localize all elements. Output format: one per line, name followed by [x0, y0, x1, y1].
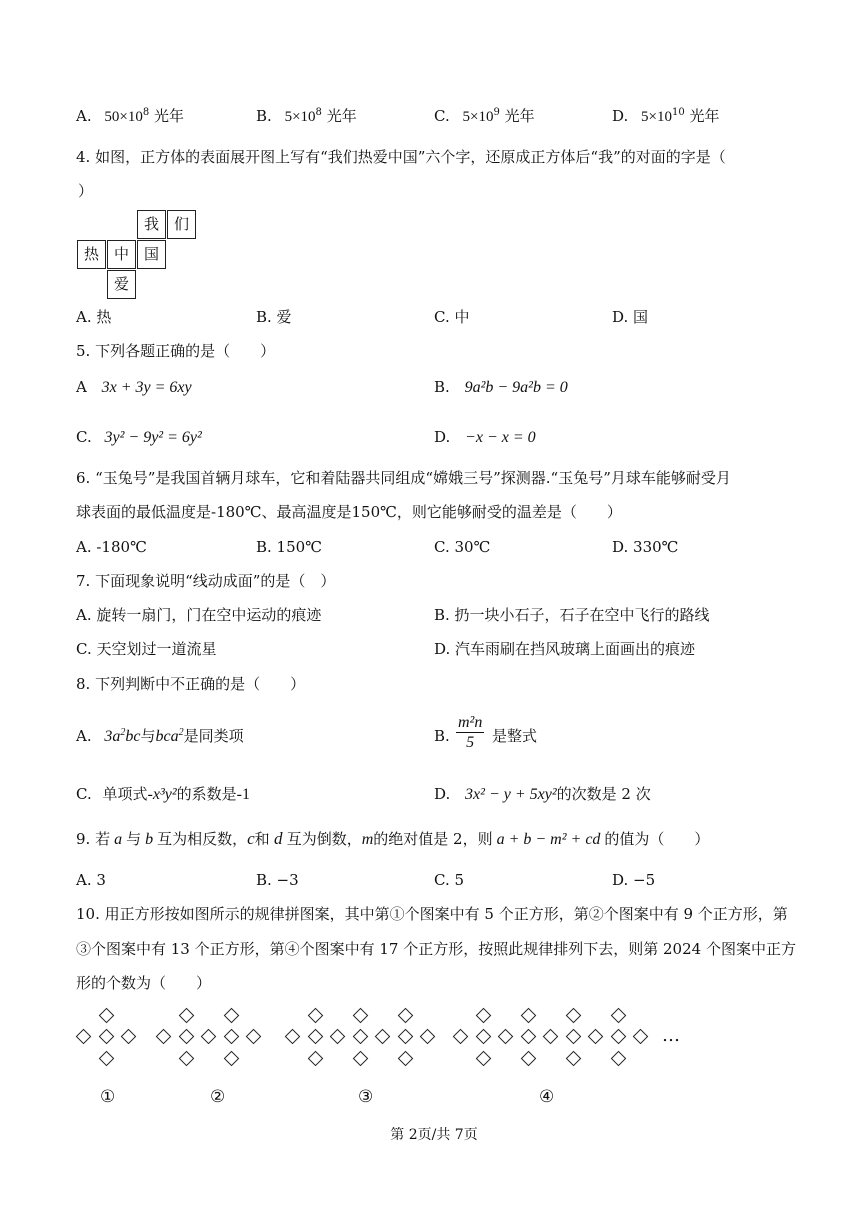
q8-option-a — [76, 726, 244, 747]
q6-option-b: B. 150℃ — [256, 538, 322, 556]
stem-text: 互为相反数， — [157, 830, 248, 848]
square-shape — [420, 1029, 436, 1045]
q10-line3: 形的个数为（ ） — [76, 974, 212, 992]
square-shape — [475, 1029, 491, 1045]
q5-option-b — [434, 377, 568, 398]
option-letter: B. — [434, 727, 450, 745]
option-letter: D. — [434, 785, 451, 803]
square-shape — [307, 1008, 323, 1024]
math-value: -1 — [236, 786, 250, 803]
times: ×10 — [648, 109, 673, 125]
square-shape — [178, 1051, 194, 1067]
q5-option-c — [76, 427, 202, 448]
q3-option-c — [434, 106, 535, 127]
q8-option-b — [434, 726, 450, 746]
square-shape — [223, 1008, 239, 1024]
math-expression: a + b − m² + cd — [496, 831, 601, 848]
square-shape — [178, 1029, 194, 1045]
page-footer: 第 2页/共 7页 — [390, 1127, 478, 1143]
q9-option-c: C. 5 — [434, 871, 465, 889]
q7-option-b: B. 扔一块小石子，石子在空中飞行的路线 — [434, 606, 710, 624]
option-letter: D. — [434, 428, 451, 446]
math-expression: -x³y² — [147, 786, 177, 803]
unit: 光年 — [504, 107, 535, 125]
coef: 5 — [284, 109, 293, 125]
square-shape — [565, 1051, 581, 1067]
q10-line1: 10. 用正方形按如图所示的规律拼图案，其中第①个图案中有 5 个正方形，第②个图案中有 9 个正方形，第 — [76, 905, 788, 923]
q4-stem-line1: 4. 如图，正方体的表面展开图上写有“我们热爱中国”六个字，还原成正方体后“我”的对面的字是（ — [76, 148, 726, 166]
net-cell-ai: 爱 — [107, 270, 136, 299]
option-letter: C. — [434, 107, 450, 125]
pattern-label-4: ④ — [539, 1087, 555, 1107]
math-expression: 9a²b − 9a²b = 0 — [464, 379, 568, 396]
times: ×10 — [119, 109, 143, 125]
net-cell-re: 热 — [77, 240, 106, 269]
stem-text: 和 — [254, 830, 270, 848]
square-shape — [610, 1051, 626, 1067]
net-cell-men: 们 — [167, 210, 196, 239]
square-shape — [633, 1029, 649, 1045]
square-shape — [178, 1008, 194, 1024]
square-shape — [375, 1029, 391, 1045]
exponent: 8 — [142, 107, 150, 118]
square-shape — [610, 1029, 626, 1045]
square-shape — [610, 1008, 626, 1024]
option-letter: B. — [434, 378, 450, 396]
square-shape — [397, 1029, 413, 1045]
square-shape — [352, 1029, 368, 1045]
math-var: b — [141, 831, 158, 848]
coef: 5 — [462, 109, 470, 125]
math-var: d — [269, 829, 287, 848]
option-text: 单项式 — [102, 785, 148, 803]
q3-option-b — [256, 106, 357, 127]
fraction-denominator: 5 — [466, 734, 475, 751]
times: ×10 — [292, 109, 316, 125]
pattern-label-1: ① — [100, 1087, 116, 1107]
fraction — [456, 714, 484, 753]
math-expression: 3y² − 9y² = 6y² — [104, 429, 202, 446]
square-shape — [565, 1008, 581, 1024]
option-letter: C. — [76, 785, 92, 803]
net-cell-guo: 国 — [137, 240, 166, 269]
square-shape — [352, 1051, 368, 1067]
exponent: 9 — [493, 107, 500, 118]
stem-text: 的值为（ ） — [604, 830, 710, 848]
square-shape — [307, 1051, 323, 1067]
square-shape — [397, 1008, 413, 1024]
math-expression: 3x + 3y = 6xy — [101, 379, 192, 396]
exponent: 10 — [672, 107, 685, 118]
math-expression: 3x² − y + 5xy² — [465, 786, 557, 803]
square-shape — [307, 1029, 323, 1045]
q7-option-c: C. 天空划过一道流星 — [76, 640, 217, 658]
q7-stem: 7. 下面现象说明“线动成面”的是（ ） — [76, 572, 336, 590]
math-expression: −x − x = 0 — [465, 429, 536, 446]
math-expression: bca$^2$ — [155, 727, 184, 745]
q3-option-d — [612, 106, 720, 127]
q9-option-b: B. −3 — [256, 871, 299, 889]
q10-line2: ③个图案中有 13 个正方形，第④个图案中有 17 个正方形，按照此规律排列下去，则第 2024 个图案中正方 — [76, 940, 796, 958]
option-text: 的系数是 — [176, 785, 237, 803]
square-shape — [223, 1051, 239, 1067]
option-letter: B. — [256, 107, 272, 125]
unit: 光年 — [154, 107, 185, 125]
fraction-numerator: m²n — [458, 714, 483, 731]
q8-option-d — [434, 784, 651, 805]
square-shape — [98, 1051, 114, 1067]
stem-text: 与 — [126, 830, 142, 848]
q7-option-d: D. 汽车雨刷在挡风玻璃上面画出的痕迹 — [434, 640, 696, 658]
q6-option-d: D. 330℃ — [612, 538, 679, 556]
square-shape — [475, 1008, 491, 1024]
option-text: 是同类项 — [183, 727, 244, 745]
pattern-label-2: ② — [210, 1087, 226, 1107]
pattern-label-3: ③ — [358, 1087, 374, 1107]
q5-option-d — [434, 427, 536, 448]
square-shape — [543, 1029, 559, 1045]
times: ×10 — [470, 109, 494, 125]
square-shape — [201, 1029, 217, 1045]
q5-option-a — [76, 377, 192, 398]
q6-line1: 6. “玉兔号”是我国首辆月球车，它和着陆器共同组成“嫦娥三号”探测器.“玉兔号”月球车能够耐受月 — [76, 469, 731, 487]
stem-text: 的绝对值是 2，则 — [373, 830, 493, 848]
q6-option-a: A. -180℃ — [76, 538, 147, 556]
math-var: c — [247, 829, 255, 848]
stem-text: 互为倒数， — [286, 830, 362, 848]
square-shape — [121, 1029, 137, 1045]
coef: 5 — [641, 109, 649, 125]
q8-option-b-text: 是整式 — [492, 727, 538, 745]
q8-stem: 8. 下列判断中不正确的是（ ） — [76, 675, 306, 693]
square-shape — [520, 1051, 536, 1067]
square-shape — [588, 1029, 604, 1045]
math-var: a — [110, 831, 127, 848]
q9-option-d: D. −5 — [612, 871, 656, 889]
square-shape — [285, 1029, 301, 1045]
square-shape — [520, 1008, 536, 1024]
q9-stem — [76, 829, 709, 850]
square-shape — [98, 1008, 114, 1024]
q6-option-c: C. 30℃ — [434, 538, 491, 556]
net-cell-zhong: 中 — [107, 240, 136, 269]
connector-text: 与 — [140, 727, 156, 745]
q8-option-c — [76, 784, 250, 805]
exponent: 8 — [315, 107, 322, 118]
math-expression: $3a^2bc$ — [104, 727, 141, 745]
q9-option-a: A. 3 — [76, 871, 106, 889]
option-letter: D. — [612, 107, 629, 125]
q7-option-a: A. 旋转一扇门，门在空中运动的痕迹 — [76, 606, 322, 624]
option-letter: A. — [76, 727, 92, 745]
q5-stem: 5. 下列各题正确的是（ ） — [76, 342, 276, 360]
square-shape — [76, 1029, 92, 1045]
option-letter: A — [76, 378, 87, 396]
q6-line2: 球表面的最低温度是-180℃、最高温度是150℃，则它能够耐受的温差是（ ） — [76, 503, 622, 521]
unit: 光年 — [326, 107, 357, 125]
q4-option-d: D. 国 — [612, 308, 649, 326]
q4-option-a: A. 热 — [76, 308, 112, 326]
coef: 50 — [104, 109, 120, 125]
unit: 光年 — [689, 107, 720, 125]
square-shape — [520, 1029, 536, 1045]
square-shape — [156, 1029, 172, 1045]
stem-text: 9. 若 — [76, 830, 111, 848]
math-var: m — [361, 831, 374, 848]
q3-option-a — [76, 106, 184, 127]
square-shape — [453, 1029, 469, 1045]
square-shape — [98, 1029, 114, 1045]
q4-option-b: B. 爱 — [256, 308, 292, 326]
q4-option-c: C. 中 — [434, 308, 470, 326]
square-shape — [498, 1029, 514, 1045]
option-letter: A. — [76, 107, 92, 125]
net-cell-wo: 我 — [137, 210, 166, 239]
square-shape — [397, 1051, 413, 1067]
pattern-ellipsis: … — [662, 1025, 680, 1046]
q4-stem-line2: ） — [78, 182, 94, 200]
square-shape — [246, 1029, 262, 1045]
square-shape — [330, 1029, 346, 1045]
option-text: 的次数是 2 次 — [556, 785, 651, 803]
square-shape — [223, 1029, 239, 1045]
square-shape — [352, 1008, 368, 1024]
square-shape — [475, 1051, 491, 1067]
square-shape — [565, 1029, 581, 1045]
option-letter: C. — [76, 428, 92, 446]
